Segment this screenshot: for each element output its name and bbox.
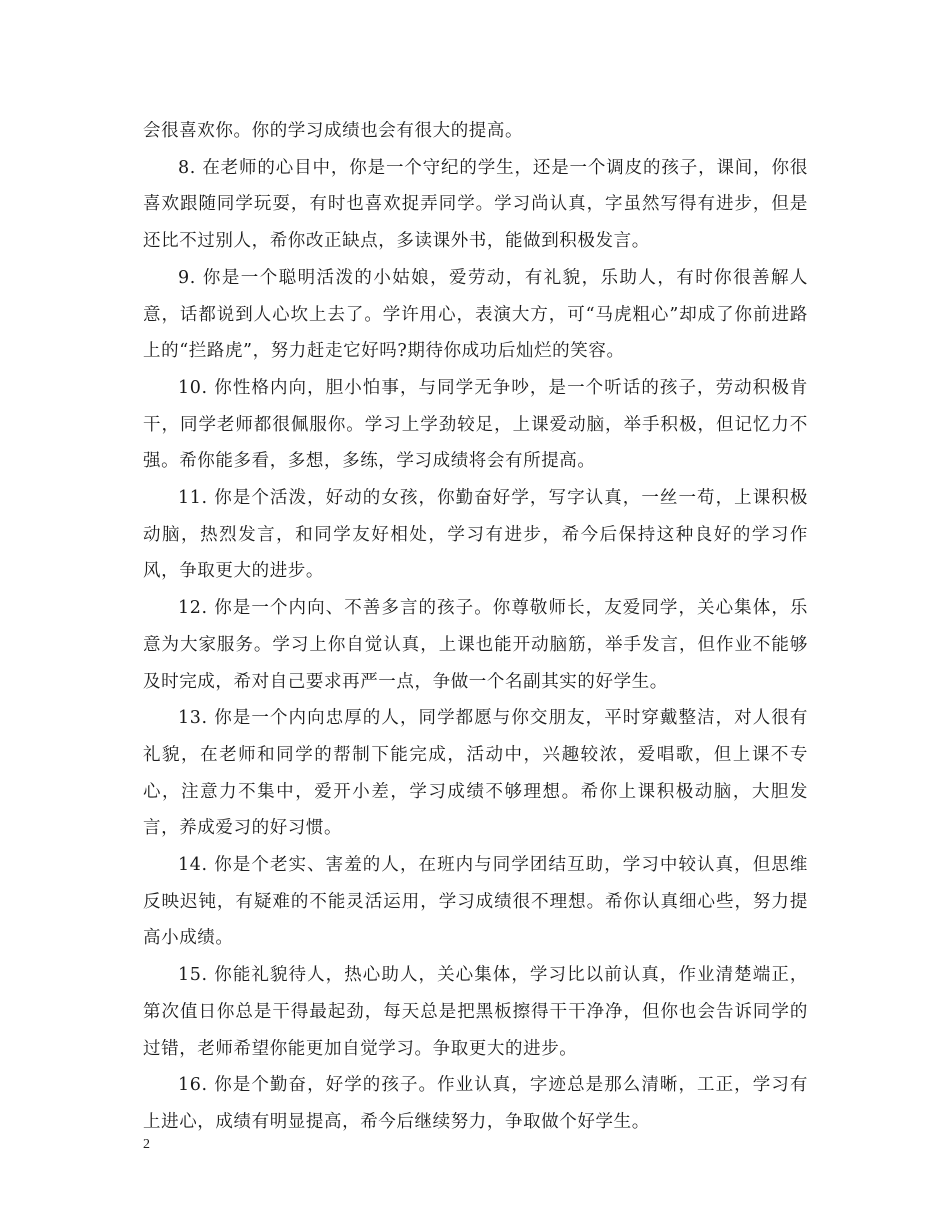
paragraph-item-14: 14. 你是个老实、害羞的人，在班内与同学团结互助，学习中较认真，但思维反映迟钝，有疑难的不能灵活运用，学习成绩很不理想。希你认真细心些，努力提高小成绩。 (143, 855, 808, 949)
paragraph-item-12: 12. 你是一个内向、不善多言的孩子。你尊敬师长，友爱同学，关心集体，乐意为大家服务。学习上你自觉认真，上课也能开动脑筋，举手发言，但作业不能够及时完成，希对自己要求再严一点，争做一个名副其实的好学生。 (143, 598, 808, 692)
paragraph-item-11: 11. 你是个活泼，好动的女孩，你勤奋好学，写字认真，一丝一苟，上课积极动脑，热烈发言，和同学友好相处，学习有进步，希今后保持这种良好的学习作风，争取更大的进步。 (143, 488, 808, 582)
paragraph-item-16: 16. 你是个勤奋，好学的孩子。作业认真，字迹总是那么清晰，工正，学习有上进心，成绩有明显提高，希今后继续努力，争取做个好学生。 (143, 1075, 808, 1132)
document-body (143, 113, 808, 1141)
paragraph-item-10: 10. 你性格内向，胆小怕事，与同学无争吵，是一个听话的孩子，劳动积极肯干，同学老师都很佩服你。学习上学劲较足，上课爱动脑，举手积极，但记忆力不强。希你能多看，多想，多练，学习成绩将会有所提高。 (143, 377, 808, 472)
page-number: 2 (143, 1137, 150, 1152)
paragraph-continuation: 会很喜欢你。你的学习成绩也会有很大的提高。 (143, 121, 524, 141)
paragraph-item-13: 13. 你是一个内向忠厚的人，同学都愿与你交朋友，平时穿戴整洁，对人很有礼貌，在老师和同学的帮制下能完成，活动中，兴趣较浓，爱唱歌，但上课不专心，注意力不集中，爱开小差，学习成绩不够理想。希你上课积极动脑，大胆发言，养成爱习的好习惯。 (143, 708, 808, 839)
paragraph-item-9: 9. 你是一个聪明活泼的小姑娘，爱劳动，有礼貌，乐助人，有时你很善解人意，话都说到人心坎上去了。学许用心，表演大方，可“马虎粗心”却成了你前进路上的“拦路虎”，努力赶走它好吗?期待你成功后灿烂的笑容。 (143, 267, 808, 362)
paragraph-item-8: 8. 在老师的心目中，你是一个守纪的学生，还是一个调皮的孩子，课间，你很喜欢跟随同学玩耍，有时也喜欢捉弄同学。学习尚认真，字虽然写得有进步，但是还比不过别人，希你改正缺点，多读课外书，能做到积极发言。 (143, 157, 808, 252)
paragraph-item-15: 15. 你能礼貌待人，热心助人，关心集体，学习比以前认真，作业清楚端正，第次值日你总是干得最起劲，每天总是把黑板擦得干干净净，但你也会告诉同学的过错，老师希望你能更加自觉学习。争取更大的进步。 (143, 965, 808, 1059)
